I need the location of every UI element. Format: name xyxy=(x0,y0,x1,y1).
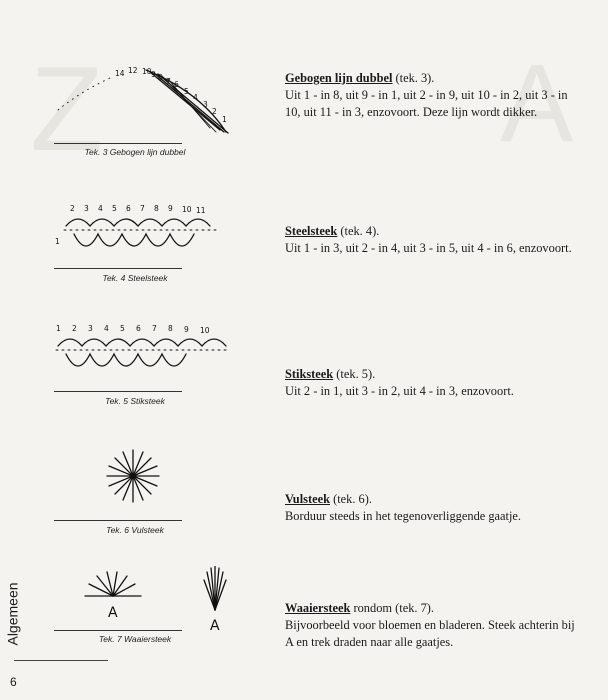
tek3-number: 5 xyxy=(184,87,189,96)
figure-tek4-drawing xyxy=(50,200,235,262)
figure-tek5 xyxy=(50,322,235,382)
tek4-number: 1 xyxy=(55,237,60,246)
figure-tek6 xyxy=(50,444,235,509)
section-waaiersteek xyxy=(285,600,585,651)
tek3-number: 4 xyxy=(193,93,198,102)
tek5-number: 2 xyxy=(72,324,77,333)
figure-tek4-caption: Tek. 4 Steelsteek xyxy=(102,273,168,283)
section-body: Uit 1 - in 3, uit 2 - in 4, uit 3 - in 5, uit 4 - in 6, enzovoort. xyxy=(285,241,572,255)
tek3-number: 8 xyxy=(158,73,163,82)
tek4-number: 10 xyxy=(182,205,192,214)
show-through-glyph: Z xyxy=(30,42,104,176)
figure-tek7-rule xyxy=(54,630,182,631)
figure-tek5-caption: Tek. 5 Stiksteek xyxy=(105,396,165,406)
figure-tek7 xyxy=(50,566,235,638)
section-steelsteek xyxy=(285,223,585,257)
section-ref: (tek. 3). xyxy=(392,71,435,85)
tek4-number: 4 xyxy=(98,204,103,213)
chapter-label: Algemeen xyxy=(5,582,22,646)
tek7-letter-b: A xyxy=(210,618,220,634)
tek4-number: 11 xyxy=(196,206,206,215)
section-heading: Steelsteek xyxy=(285,224,338,238)
section-heading: Gebogen lijn dubbel xyxy=(285,71,393,85)
section-body: Bijvoorbeeld voor bloemen en bladeren. Steek achterin bij A en trek draden naar alle gaatjes. xyxy=(285,618,575,649)
tek3-number: 7 xyxy=(166,77,171,86)
section-body: Uit 1 - in 8, uit 9 - in 1, uit 2 - in 9, uit 10 - in 2, uit 3 - in 10, uit 11 - in 3, enzovoort. Deze lijn wordt dikker. xyxy=(285,88,568,119)
tek5-number: 9 xyxy=(184,325,189,334)
tek5-number: 10 xyxy=(200,326,210,335)
figure-tek3-caption: Tek. 3 Gebogen lijn dubbel xyxy=(84,147,186,157)
figure-tek5-rule xyxy=(54,391,182,392)
tek3-number: 10 xyxy=(142,67,152,76)
tek3-number: 3 xyxy=(203,100,208,109)
section-gebogen-lijn xyxy=(285,70,585,121)
figure-tek6-drawing xyxy=(50,444,235,509)
chapter-side-tab xyxy=(2,566,24,662)
page-number: 6 xyxy=(10,675,17,689)
tek3-number: 9 xyxy=(151,70,156,79)
tek4-number: 7 xyxy=(140,204,145,213)
tek5-number: 8 xyxy=(168,324,173,333)
tek4-number: 9 xyxy=(168,204,173,213)
section-body: Borduur steeds in het tegenoverliggende gaatje. xyxy=(285,509,522,523)
figure-tek6-rule xyxy=(54,520,182,521)
section-ref: (tek. 6). xyxy=(329,492,372,506)
tek5-number: 5 xyxy=(120,324,125,333)
figure-tek3-rule xyxy=(54,143,182,144)
section-body: Uit 2 - in 1, uit 3 - in 2, uit 4 - in 3, enzovoort. xyxy=(285,384,514,398)
tek5-number: 4 xyxy=(104,324,109,333)
section-heading: Waaiersteek xyxy=(285,601,351,615)
figure-tek7-caption: Tek. 7 Waaiersteek xyxy=(98,634,172,644)
section-ref: (tek. 5). xyxy=(333,367,376,381)
tek3-number: 6 xyxy=(174,80,179,89)
section-heading: Stiksteek xyxy=(285,367,334,381)
section-vulsteek xyxy=(285,491,585,525)
section-ref: rondom (tek. 7). xyxy=(350,601,435,615)
figure-tek7-drawing xyxy=(50,566,235,638)
figure-tek3 xyxy=(50,62,235,140)
tek3-number: 14 xyxy=(115,69,125,78)
tek5-number: 1 xyxy=(56,324,61,333)
tek5-number: 7 xyxy=(152,324,157,333)
figure-tek3-drawing xyxy=(50,62,235,140)
tek5-number: 6 xyxy=(136,324,141,333)
section-stiksteek xyxy=(285,366,585,400)
tek3-number: 1 xyxy=(222,115,227,124)
tek5-number: 3 xyxy=(88,324,93,333)
figure-tek6-caption: Tek. 6 Vulsteek xyxy=(106,525,164,535)
tek7-letter-a: A xyxy=(108,605,118,621)
chapter-rule xyxy=(14,660,108,661)
section-ref: (tek. 4). xyxy=(337,224,380,238)
tek4-number: 8 xyxy=(154,204,159,213)
figure-tek4 xyxy=(50,200,235,262)
tek4-number: 5 xyxy=(112,204,117,213)
show-through-glyph: A xyxy=(500,42,574,165)
tek4-number: 2 xyxy=(70,204,75,213)
tek4-number: 3 xyxy=(84,204,89,213)
section-heading: Vulsteek xyxy=(285,492,330,506)
tek3-number: 12 xyxy=(128,66,138,75)
figure-tek5-drawing xyxy=(50,322,235,382)
tek3-number: 2 xyxy=(212,107,217,116)
figure-tek4-rule xyxy=(54,268,182,269)
tek4-number: 6 xyxy=(126,204,131,213)
